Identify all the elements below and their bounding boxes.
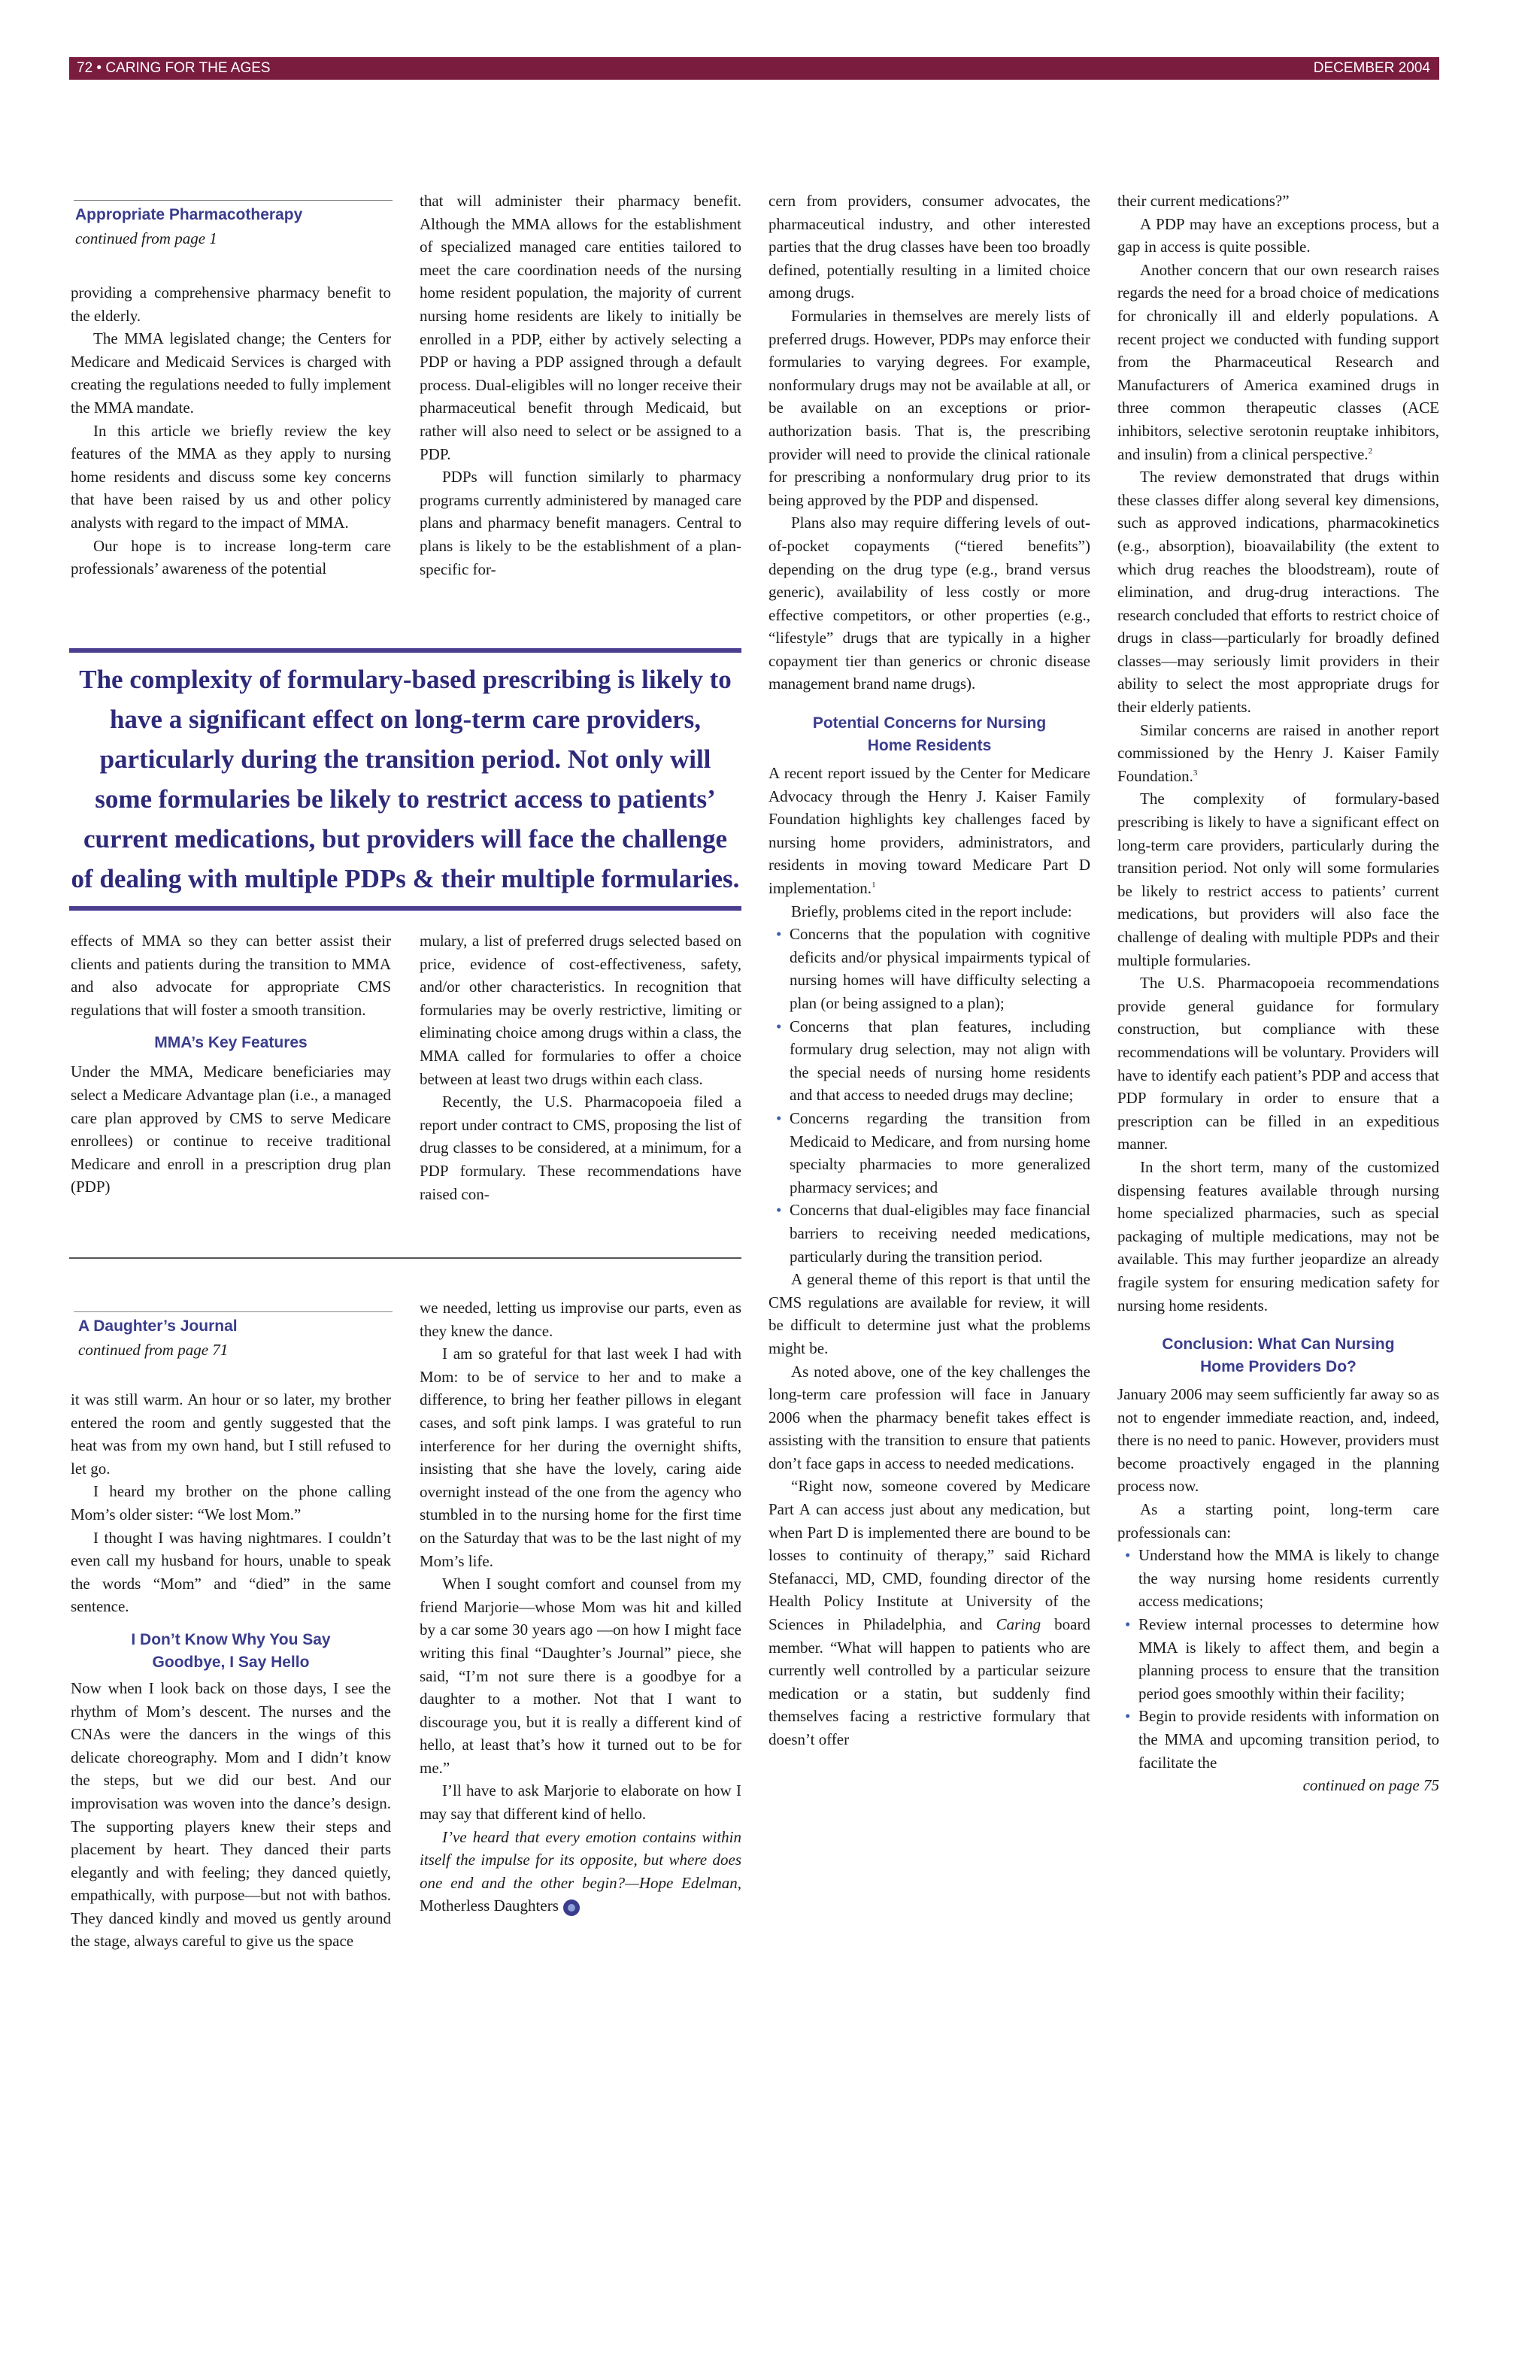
paragraph: PDPs will function similarly to pharmacy programs currently administered by managed care plans and pharmacy benefit managers. Central to plans is likely to be the establishment of a plan-specific for- xyxy=(420,468,741,578)
paragraph: A PDP may have an exceptions process, but a gap in access is quite possible. xyxy=(1117,214,1439,256)
continued-from-label: continued from page 71 xyxy=(78,1341,229,1359)
list-item: • Review internal processes to determine how MMA is likely to affect them, and begin a planning process to ensure that the transition period goes smoothly within their facility; xyxy=(1125,1615,1439,1702)
paragraph: I heard my brother on the phone calling Mom’s older sister: “We lost Mom.” xyxy=(71,1482,391,1524)
paragraph: I am so grateful for that last week I had with Mom: to be of service to her and to make a difference, to bring her feather pillows in elegant cases, and soft pink lamps. I was grateful to run interference for her during the overnight shifts, insisting that she have the lovely, caring aide overnight instead of the one from the agency who stumbled in to the nursing home for the first time on the Saturday that was to be the last night of my Mom’s life. xyxy=(420,1345,741,1570)
paragraph: their current medications?” xyxy=(1117,192,1290,210)
paragraph: The MMA legislated change; the Centers for Medicare and Medicaid Services is charged with creating the regulations needed to fully implement the MMA mandate. xyxy=(71,329,391,417)
paragraph: January 2006 may seem sufficiently far away so as not to engender immediate reaction, and, indeed, there is no need to panic. However, providers must become proactively engaged in the planning process now. xyxy=(1117,1385,1439,1496)
footnote-ref: 3 xyxy=(1193,768,1198,778)
paragraph: Briefly, problems cited in the report include: xyxy=(791,902,1072,920)
paragraph: Formularies in themselves are merely lists of preferred drugs. However, PDPs may enforce their formularies to varying degrees. For example, nonformulary drugs may not be available at all, or be available on an exceptions or prior-authorization basis. That is, the prescribing provider will need to provide the clinical rationale for prescribing a nonformulary drug prior to its being approved by the PDP and dispensed. xyxy=(768,306,1090,509)
paragraph: The review demonstrated that drugs within these classes differ along several key dimensions, such as approved indications, pharmacokinetics (e.g., absorption), bioavailability (the extent to which drug reaches the bloodstream), route of elimination, and drug-drug interactions. The research concluded that efforts to restrict choice of drugs in class—particularly for broadly defined classes—may seriously limit providers in their ability to select the most appropriate drugs for their elderly patients. xyxy=(1117,468,1439,717)
pull-quote: The complexity of formulary-based prescribing is likely to have a significant effect on long-term care providers, particularly during the transition period. Not only will some formularies be likely to restrict access to patients’ current medications, but providers will face the challenge of dealing with multiple PDPs & their multiple formularies. xyxy=(71,665,740,893)
paragraph: Recently, the U.S. Pharmacopoeia filed a report under contract to CMS, proposing the list of drug classes to be considered, at a minimum, for a PDP formulary. These recommendations have raised con- xyxy=(420,1093,741,1203)
article-column xyxy=(71,929,391,1199)
subhead-goodbye: I Don’t Know Why You Say Goodbye, I Say Hello xyxy=(131,1630,331,1671)
paragraph: In the short term, many of the customized dispensing features available through nursing home specialized pharmacies, such as special packaging of multiple medications, may not be available. This may further jeopardize an already fragile system for ensuring medication safety for nursing home residents. xyxy=(1117,1157,1439,1314)
paragraph: A recent report issued by the Center for Medicare Advocacy through the Henry J. Kaiser Family Foundation highlights key challenges faced by nursing home providers, administrators, and residents in moving toward Medicare Part D implementation.$^1$ xyxy=(768,764,1090,898)
footnote-ref: 1 xyxy=(872,881,876,890)
recommendations-list xyxy=(1117,1544,1439,1774)
closing-quote: I’ve heard that every emotion contains within itself the impulse for its opposite, but where does one end and the other begin?—Hope Edelman, Motherless Daughters xyxy=(420,1827,742,1915)
article-column xyxy=(71,1388,391,1953)
list-item: • Begin to provide residents with information on the MMA and upcoming transition period, to facilitate the xyxy=(1125,1707,1439,1772)
paragraph: it was still warm. An hour or so later, my brother entered the room and gently suggested that the heat was from my own hand, but I still refused to let go. xyxy=(71,1390,391,1478)
page-header-bar xyxy=(69,57,1439,80)
paragraph: effects of MMA so they can better assist their clients and patients during the transition to MMA and also advocate for appropriate CMS regulations that will foster a smooth transition. xyxy=(71,932,391,1019)
article-column xyxy=(1117,189,1439,1797)
paragraph: The U.S. Pharmacopoeia recommendations provide general guidance for formulary construction, but compliance with these recommendations will be voluntary. Providers will have to identify each patient’s PDP and access that PDP formulary in order to ensure that a prescription can be filled in an expeditious manner. xyxy=(1117,974,1439,1154)
paragraph: When I sought comfort and counsel from my friend Marjorie—whose Mom was hit and killed by a car some 30 years ago —on how I might face writing this final “Daughter’s Journal” piece, she said, “I’m not sure there is a goodbye for a daughter to a mother. Not that I want to discourage you, but it is really a different kind of hello, at least that’s how it turned out to be for me.” xyxy=(420,1575,741,1777)
paragraph: A general theme of this report is that until the CMS regulations are available for review, it will be difficult to determine just what the problems might be. xyxy=(768,1270,1090,1357)
paragraph: I’ll have to ask Marjorie to elaborate on how I may say that different kind of hello. xyxy=(420,1781,741,1824)
section-rule xyxy=(74,1311,393,1312)
end-of-story-icon xyxy=(563,1899,580,1916)
list-item: • Concerns that dual-eligibles may face financial barriers to receiving needed medications, particularly during the transition period. xyxy=(776,1201,1090,1266)
paragraph: that will administer their pharmacy benefit. Although the MMA allows for the establishment of specialized managed care entities tailored to meet the care coordination needs of the nursing home resident population, the majority of current nursing home residents are likely to initially be enrolled in a PDP, either by actively selecting a PDP or having a PDP assigned through a default process. Dual-eligibles will no longer receive their pharmaceutical benefit through Medicaid, but rather will also need to select or be assigned to a PDP. xyxy=(420,192,741,463)
paragraph: As a starting point, long-term care professionals can: xyxy=(1117,1500,1439,1542)
subhead-potential-concerns: Potential Concerns for Nursing Home Residents xyxy=(812,714,1047,755)
pull-quote-rule-bottom xyxy=(69,906,741,911)
paragraph: mulary, a list of preferred drugs selected based on price, evidence of cost-effectiveness, safety, and/or other characteristics. In recognition that formularies may be overly restrictive, limiting or eliminating choice among drugs within a class, the MMA called for formularies to offer a choice between at least two drugs within each class. xyxy=(420,932,741,1088)
paragraph: The complexity of formulary-based prescribing is likely to have a significant effect on long-term care providers, particularly during the transition period. Not only will some formularies be likely to restrict access to patients’ current medications, but providers will also face the challenge of dealing with multiple PDPs and their multiple formularies. xyxy=(1117,790,1439,969)
paragraph: providing a comprehensive pharmacy benefit to the elderly. xyxy=(71,283,391,325)
footnote-ref: 2 xyxy=(1368,446,1373,456)
article-column xyxy=(420,189,741,581)
paragraph: cern from providers, consumer advocates, the pharmaceutical industry, and other interested parties that the drug classes have been too broadly defined, potentially resulting in a limited choice among drugs. xyxy=(768,192,1090,302)
section-rule xyxy=(74,200,393,201)
article-title: A Daughter’s Journal xyxy=(78,1317,238,1335)
list-item: • Concerns that the population with cognitive deficits and/or physical impairments typical of nursing homes will have difficulty selecting a plan (or being assigned to a plan); xyxy=(776,925,1090,1012)
paragraph: In this article we briefly review the key features of the MMA as they apply to nursing home residents and discuss some key concerns that have been raised by us and other policy analysts with regard to the impact of MMA. xyxy=(71,421,391,532)
article-column xyxy=(420,929,741,1205)
article-column xyxy=(768,189,1090,1751)
list-item: • Understand how the MMA is likely to change the way nursing home residents currently access medications; xyxy=(1125,1546,1439,1611)
paragraph: “Right now, someone covered by Medicare Part A can access just about any medication, but when Part D is implemented there are bound to be losses to continuity of therapy,” said Richard Stefanacci, MD, CMD, founding director of the Health Policy Institute at University of the Sciences in Philadelphia, and Caring board member. “What will happen to patients who are currently well controlled by a particular seizure medication or a statin, but suddenly find themselves facing a restrictive formulary that doesn’t offer xyxy=(768,1477,1090,1748)
paragraph: Similar concerns are raised in another report commissioned by the Henry J. Kaiser Family Foundation.$^3$ xyxy=(1117,720,1439,785)
list-item: • Concerns regarding the transition from Medicaid to Medicare, and from nursing home specialty pharmacies to more generalized pharmacy services; and xyxy=(776,1108,1090,1196)
paragraph: As noted above, one of the key challenges the long-term care profession will face in January 2006 when the pharmacy benefit takes effect is assisting with the transition to ensure that patients don’t face gaps in access to needed medications. xyxy=(768,1362,1090,1472)
page-number-label: 72 • CARING FOR THE AGES xyxy=(77,60,271,76)
paragraph: Now when I look back on those days, I see the rhythm of Mom’s descent. The nurses and the CNAs were the dancers in the wings of this delicate choreography. Mom and I didn’t know the steps, but we did our best. And our improvisation was woven into the dance’s design. The supporting players knew their steps and placement by heart. They danced their parts elegantly and with feeling; they danced quietly, empathically, with purpose—but not with bathos. They danced kindly and moved us gently around the stage, always careful to give us the space xyxy=(71,1678,391,1951)
issue-date-label: DECEMBER 2004 xyxy=(1313,60,1430,76)
article-column xyxy=(71,281,391,581)
paragraph: Our hope is to increase long-term care professionals’ awareness of the potential xyxy=(71,536,391,578)
article-title: Appropriate Pharmacotherapy xyxy=(75,206,303,223)
paragraph: we needed, letting us improvise our parts, even as they knew the dance. xyxy=(420,1299,741,1340)
list-item: • Concerns that plan features, including formulary drug selection, may not align with the special needs of nursing home residents and that access to needed drugs may decline; xyxy=(776,1017,1090,1105)
paragraph: I thought I was having nightmares. I couldn’t even call my husband for hours, unable to speak the words “Mom” and “died” in the same sentence. xyxy=(71,1528,391,1616)
continued-from-label: continued from page 1 xyxy=(75,229,217,247)
continued-on-label: continued on page 75 xyxy=(1302,1776,1439,1795)
paragraph: Under the MMA, Medicare beneficiaries may select a Medicare Advantage plan (i.e., a managed care plan approved by CMS to serve Medicare enrollees) or continue to receive traditional Medicare and enroll in a prescription drug plan (PDP) xyxy=(71,1063,391,1196)
paragraph: Another concern that our own research raises regards the need for a broad choice of medications for chronically ill and elderly populations. A recent project we conducted with funding support from the Pharmaceutical Research and Manufacturers of America examined drugs in three common therapeutic classes (ACE inhibitors, selective serotonin reuptake inhibitors, and insulin) from a clinical perspective.$^2$ xyxy=(1117,260,1439,463)
subhead-conclusion: Conclusion: What Can Nursing Home Providers Do? xyxy=(1162,1336,1395,1376)
concerns-list xyxy=(768,923,1090,1268)
article-column xyxy=(420,1296,741,1918)
article-divider xyxy=(69,1257,741,1259)
subhead-key-features: MMA’s Key Features xyxy=(154,1034,308,1052)
pull-quote-rule-top xyxy=(69,648,741,653)
paragraph: Plans also may require differing levels of out-of-pocket copayments (“tiered benefits”) depending on the drug type (e.g., brand versus generic), availability of less costly or more effective competitors, or other properties (e.g., “lifestyle” drugs that are typically in a higher copayment tier than generics or chronic disease management brand name drugs). xyxy=(768,514,1090,693)
